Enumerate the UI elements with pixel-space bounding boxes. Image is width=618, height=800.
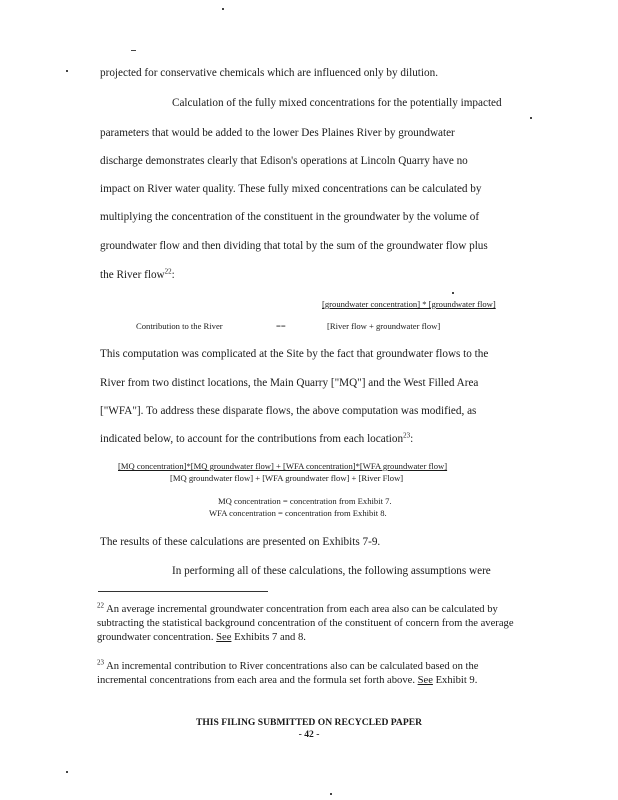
body-line (100, 432, 413, 446)
footnote-23 (97, 660, 527, 688)
footnote-ref-22[interactable]: 22 (164, 267, 172, 276)
scan-speck (66, 771, 68, 773)
scan-speck (222, 8, 224, 10)
body-line: ["WFA"]. To address these disparate flows, the above computation was modified, as (100, 405, 477, 417)
body-line-end: : (171, 269, 175, 281)
body-line: groundwater flow and then dividing that total by the sum of the groundwater flow plus (100, 240, 488, 252)
scan-speck (330, 793, 332, 795)
body-line (100, 268, 175, 282)
body-line: multiplying the concentration of the constituent in the groundwater by the volume of (100, 211, 480, 223)
see-signal: See (216, 632, 232, 643)
scan-speck (66, 70, 68, 72)
footnote-ref: Exhibit 9. (432, 675, 478, 686)
body-line-text: the River flow (100, 269, 165, 281)
body-line: impact on River water quality. These fully mixed concentrations can be calculated by (100, 183, 482, 195)
formula-equals: == (276, 321, 286, 331)
body-line: River from two distinct locations, the Main Quarry ["MQ"] and the West Filled Area (100, 377, 479, 389)
formula-definition: MQ concentration = concentration from Exhibit 7. (218, 496, 392, 506)
formula-denominator: [MQ groundwater flow] + [WFA groundwater flow] + [River Flow] (170, 473, 404, 483)
body-line: The results of these calculations are presented on Exhibits 7-9. (100, 536, 381, 548)
scan-speck (131, 50, 136, 51)
footnote-text: An incremental contribution to River concentrations also can be calculated based on the incremental concentrations from each area and the formula set forth above. (97, 661, 479, 686)
footnote-ref: Exhibits 7 and 8. (231, 632, 306, 643)
body-line-end: : (410, 433, 414, 445)
footnote-separator (98, 591, 268, 592)
body-line: parameters that would be added to the lower Des Plaines River by groundwater (100, 127, 455, 139)
formula-denominator: [River flow + groundwater flow] (327, 321, 441, 331)
footnote-ref-23[interactable]: 23 (403, 431, 411, 440)
scan-speck (452, 292, 454, 294)
body-line: Calculation of the fully mixed concentrations for the potentially impacted (172, 97, 502, 109)
body-line: discharge demonstrates clearly that Edison's operations at Lincoln Quarry have no (100, 155, 468, 167)
body-line: In performing all of these calculations, the following assumptions were (172, 565, 491, 577)
footnote-text: An average incremental groundwater concentration from each area also can be calculated by subtracting the statistical background concentration of the constituent of concern from the average groundwater concentration. (97, 604, 514, 643)
formula-definition: WFA concentration = concentration from Exhibit 8. (209, 508, 387, 518)
formula-numerator: [MQ concentration]*[MQ groundwater flow] + [WFA concentration]*[WFA groundwater flow] (118, 461, 448, 471)
footnote-22 (97, 603, 527, 645)
body-line: projected for conservative chemicals which are influenced only by dilution. (100, 67, 438, 79)
formula-label: Contribution to the River (136, 321, 223, 331)
page-number: - 42 - (298, 729, 320, 740)
body-line: This computation was complicated at the Site by the fact that groundwater flows to the (100, 348, 489, 360)
recycled-paper-notice: THIS FILING SUBMITTED ON RECYCLED PAPER (195, 717, 423, 728)
footnote-number: 22 (97, 601, 104, 610)
see-signal: See (417, 675, 433, 686)
footnote-number: 23 (97, 658, 104, 667)
scan-speck (530, 117, 532, 119)
formula-numerator: [groundwater concentration] * [groundwater flow] (322, 299, 496, 309)
body-line-text: indicated below, to account for the contributions from each location (100, 433, 404, 445)
